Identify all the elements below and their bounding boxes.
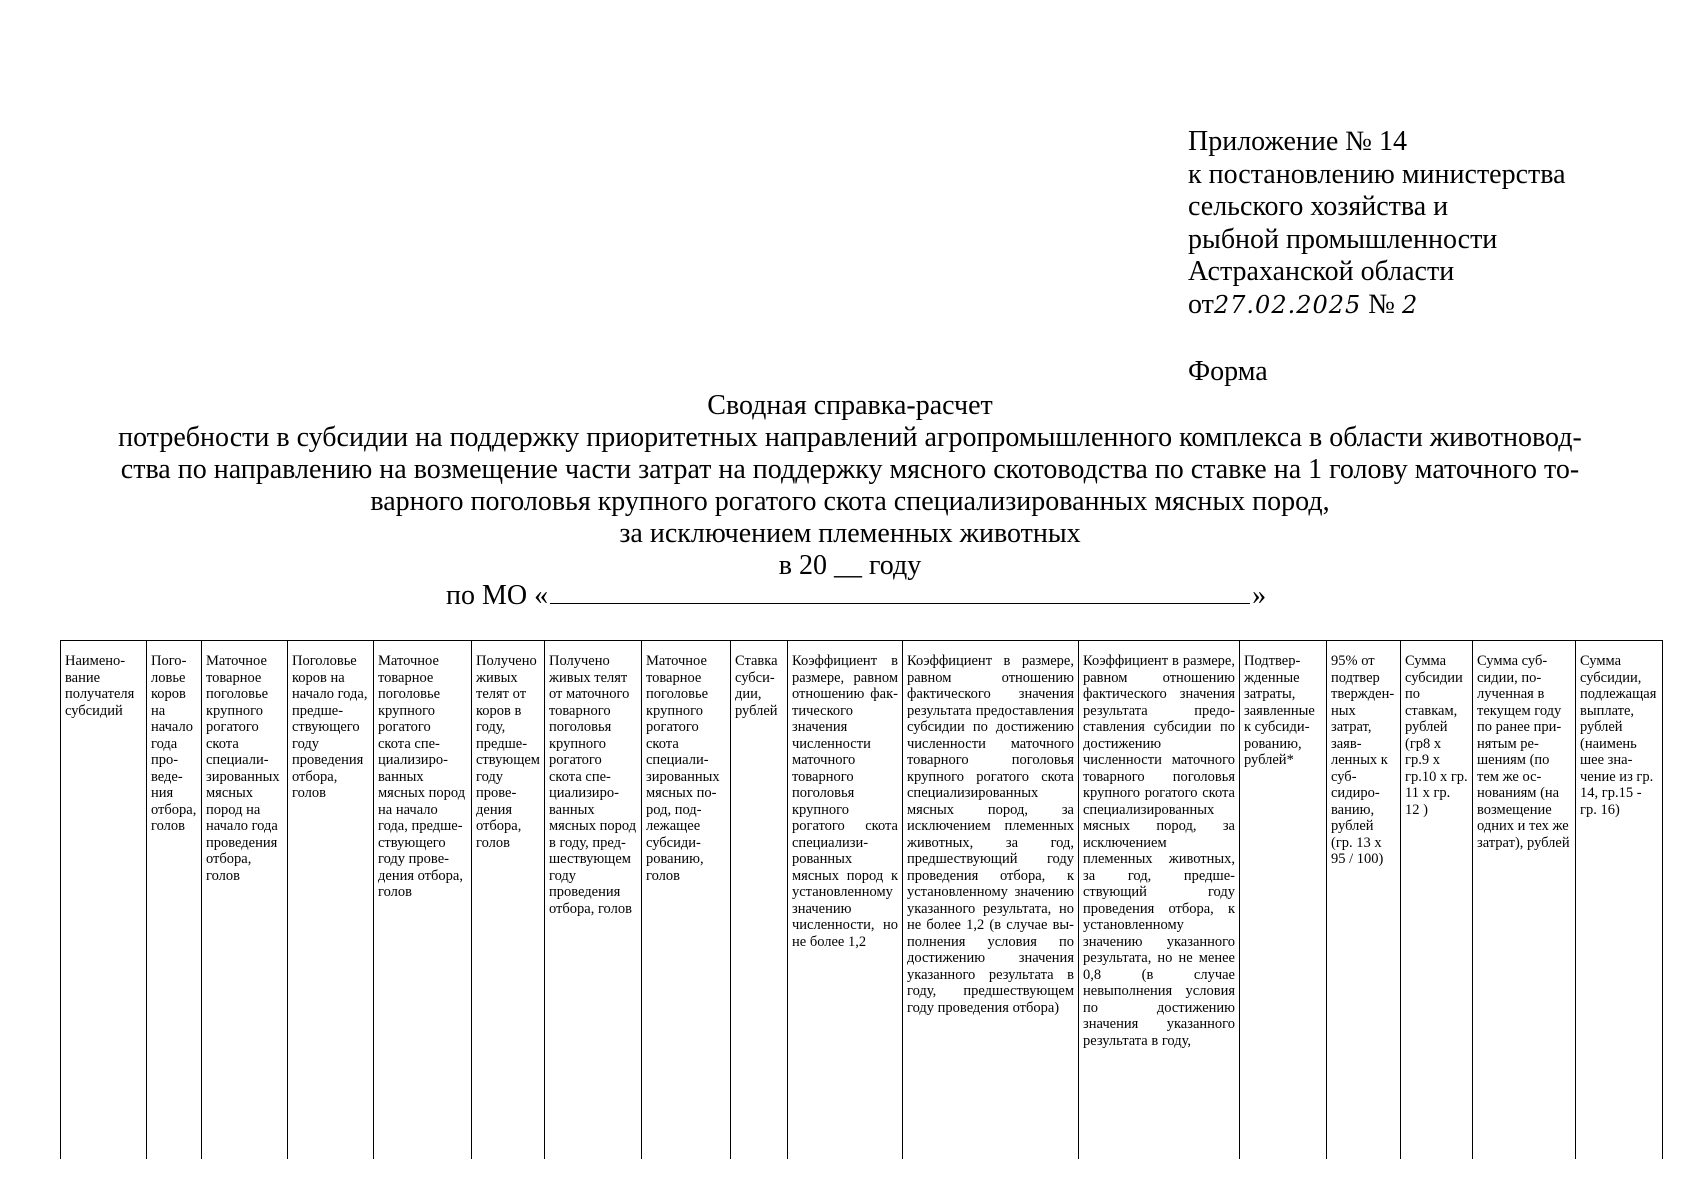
title-line-1: Сводная справка-расчет — [707, 390, 993, 421]
form-label: Форма — [1188, 356, 1268, 387]
header-cell: Получено живых телят от маточного товарного поголовья крупного рогатого скота специализированных мясных пород в году, предшествующем году проведения отбора, голов — [545, 641, 642, 1160]
header-cell: Поголовье коров на начало года, предшествующего году проведения отбора, голов — [288, 641, 374, 1160]
mo-blank-field[interactable] — [550, 581, 1250, 604]
header-cell: Коэффициент в размере, равном отношению фактического значения результата предоставления субсидии по достижению численности маточного товарного поголовья крупного рогатого скота специализированных мясных пород, за исключением племенных животных, за год, предшествующий году проведения отбора, к установленному значению указанного результата, но не более 1,2 (в случае выполнения условия по достижению значения указанного результата в году, предшествующем году проведения отбора) — [903, 641, 1079, 1160]
header-cell: Коэффициент в размере, равном отношению фактического значения результата предоставления субсидии по достижению численности маточного товарного поголовья крупного рогатого скота специализированных мясных пород, за исключением племенных животных, за год, предшествующий году проведения отбора, к установленному значению указанного результата, но не менее 0,8 (в случае невыполнения условия по достижению значения указанного результата в году, — [1079, 641, 1240, 1160]
header-cell: 95% от подтвер твержденных затрат, заявленных к субсидированию, рублей (гр. 13 х 95 / 100) — [1327, 641, 1401, 1160]
table-header-row — [61, 641, 1663, 1160]
title-line-4: варного поголовья крупного рогатого скота специализированных мясных пород, — [370, 486, 1330, 517]
title-line-3: ства по направлению на возмещение части затрат на поддержку мясного скотоводства по ставке на 1 голову маточного то- — [120, 454, 1580, 485]
appendix-block — [1188, 126, 1566, 321]
municipality-line — [446, 580, 1266, 612]
mo-prefix: по МО « — [446, 580, 549, 611]
header-cell: Сумма субсидии по ставкам, рублей (гр8 х гр.9 х гр.10 х гр. 11 х гр. 12 ) — [1401, 641, 1473, 1160]
header-cell: Маточное товарное поголовье крупного рогатого скота специализированных мясных пород на начало года проведения отбора, голов — [202, 641, 288, 1160]
header-cell: Маточное товарное поголовье крупного рогатого скота специализированных мясных пород, подлежащее субсидированию, голов — [642, 641, 731, 1160]
header-cell: Коэффициент в размере, равном отношению фактического значения численности маточного товарного поголовья крупного рогатого скота специализированных мясных пород к установленному значению численности, но не более 1,2 — [788, 641, 903, 1160]
appendix-line-1: Приложение № 14 — [1188, 126, 1407, 157]
header-cell: Получено живых телят от коров в году, предшествующем году проведения отбора, голов — [472, 641, 545, 1160]
document-title — [40, 390, 1660, 582]
header-cell: Маточное товарное поголовье крупного рогатого скота специализированных мясных пород на начало года, предшествующего году проведения отбора, голов — [374, 641, 472, 1160]
header-cell: Сумма субсидии, подлежащая выплате, рублей (наимень шее значение из гр. 14, гр.15 - гр. 16) — [1576, 641, 1663, 1160]
handwritten-date: 27.02.2025 — [1213, 290, 1362, 319]
header-cell: Ставка субсидии, рублей — [731, 641, 788, 1160]
appendix-line-3: сельского хозяйства и — [1188, 191, 1449, 222]
appendix-line-5: Астраханской области — [1188, 256, 1455, 287]
appendix-date-line — [1188, 289, 1566, 322]
title-line-2: потребности в субсидии на поддержку приоритетных направлений агропромышленного комплекса в области животновод- — [118, 422, 1582, 453]
date-prefix: от — [1188, 288, 1214, 320]
title-line-5: за исключением племенных животных — [619, 518, 1081, 549]
mo-suffix: » — [1252, 580, 1267, 611]
appendix-line-4: рыбной промышленности — [1188, 223, 1498, 255]
header-cell: Подтвержденные затраты, заявленные к субсидированию, рублей* — [1240, 641, 1327, 1160]
header-cell: Сумма субсидии, полученная в текущем году по ранее принятым решениям (по тем же основаниям (на возмещение одних и тех же затрат), рублей — [1473, 641, 1576, 1160]
header-cell: Наименование получателя субсидий — [61, 641, 147, 1160]
title-line-6: в 20 __ году — [778, 550, 922, 581]
number-label: № — [1368, 288, 1396, 320]
appendix-line-2: к постановлению министерства — [1188, 158, 1566, 190]
handwritten-number: 2 — [1402, 290, 1419, 319]
header-cell: Поголовье коров на начало года проведения отбора, голов — [147, 641, 202, 1160]
calculation-table — [60, 640, 1663, 1159]
